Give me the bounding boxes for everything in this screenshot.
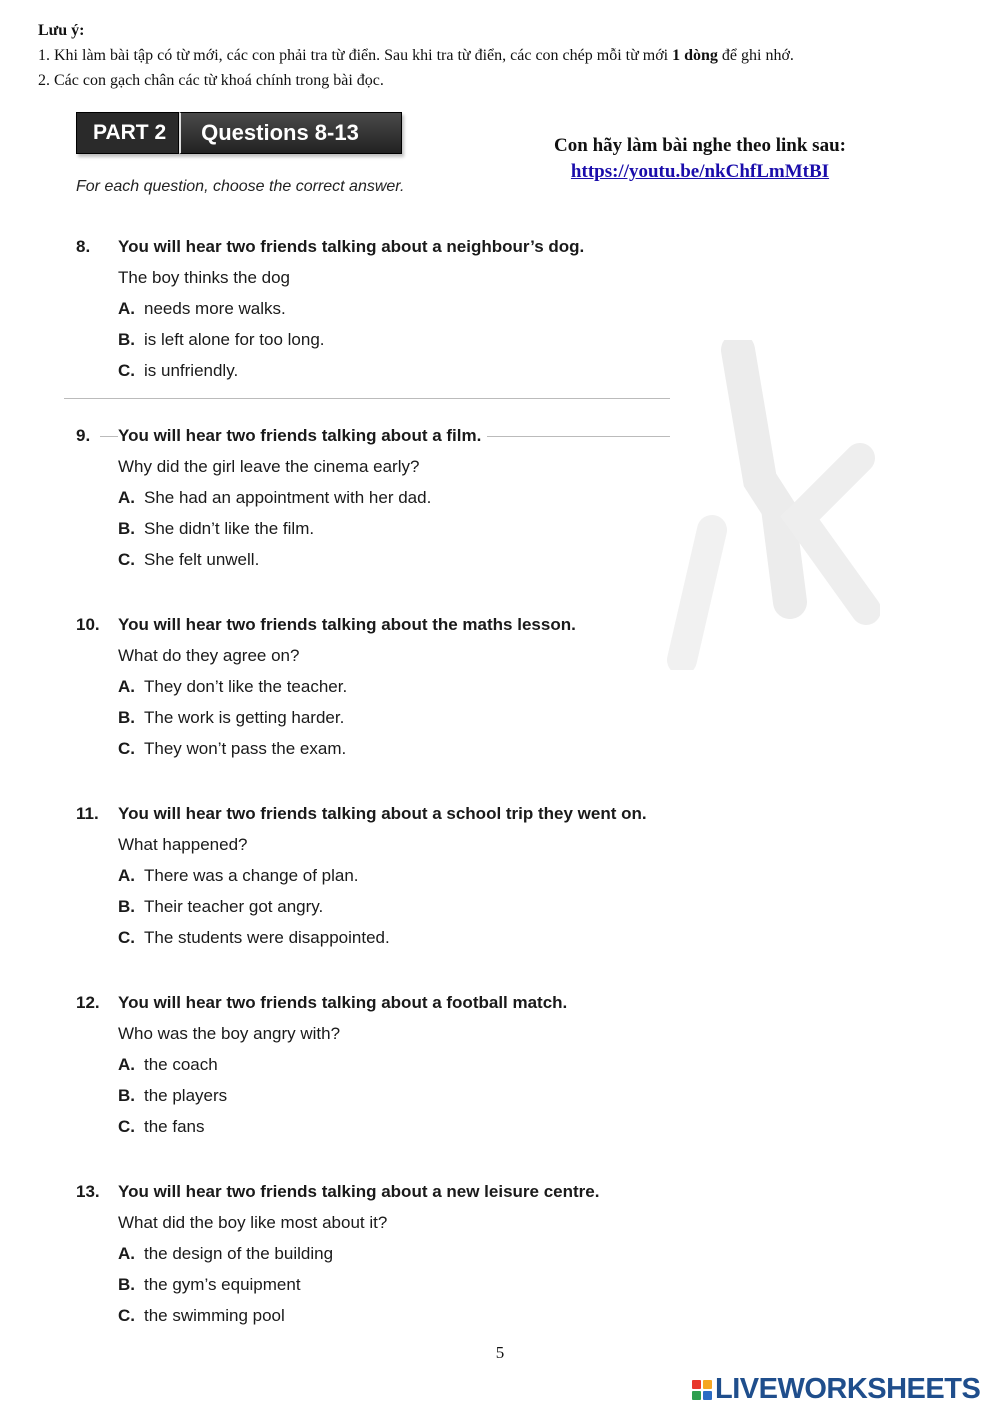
option-text: the fans [144, 1117, 205, 1136]
option-c[interactable] [118, 1305, 599, 1326]
option-text: Their teacher got angry. [144, 897, 324, 916]
listening-link-box [530, 133, 870, 185]
option-b[interactable] [118, 707, 576, 728]
option-letter: C. [118, 1117, 135, 1136]
option-letter: A. [118, 1244, 135, 1263]
question-9 [76, 426, 487, 570]
option-letter: A. [118, 488, 135, 507]
option-text: They don’t like the teacher. [144, 677, 348, 696]
part-banner [76, 112, 402, 154]
option-a[interactable] [118, 1243, 599, 1264]
option-b[interactable] [118, 896, 647, 917]
option-text: She felt unwell. [144, 550, 260, 569]
option-text: the swimming pool [144, 1306, 285, 1325]
option-text: the design of the building [144, 1244, 334, 1263]
option-c[interactable] [118, 1116, 567, 1137]
questions-range-label: Questions 8-13 [179, 112, 402, 154]
instruction-text: For each question, choose the correct answer. [76, 178, 405, 195]
option-letter: B. [118, 1275, 135, 1294]
question-11 [76, 804, 647, 948]
logo-square-red [692, 1380, 701, 1389]
question-title: You will hear two friends talking about a football match. [118, 993, 568, 1012]
question-stem: Why did the girl leave the cinema early? [118, 457, 420, 476]
note-block [38, 18, 794, 93]
option-a[interactable] [118, 298, 584, 319]
question-number: 8. [76, 237, 91, 256]
question-header [76, 615, 576, 635]
listening-text: Con hãy làm bài nghe theo link sau: [554, 135, 846, 156]
question-8 [76, 237, 584, 381]
option-letter: C. [118, 1306, 135, 1325]
question-number: 11. [76, 804, 99, 823]
question-stem: The boy thinks the dog [118, 268, 291, 287]
option-letter: B. [118, 708, 135, 727]
question-stem: What did the boy like most about it? [118, 1213, 388, 1232]
option-text: the gym’s equipment [144, 1275, 301, 1294]
question-title: You will hear two friends talking about a film. [118, 426, 487, 446]
page-number: 5 [495, 1343, 505, 1362]
question-title: You will hear two friends talking about a neighbour’s dog. [118, 237, 585, 256]
question-title: You will hear two friends talking about the maths lesson. [118, 615, 576, 634]
logo-text: LIVEWORKSHEETS [715, 1373, 981, 1405]
option-text: is unfriendly. [144, 361, 239, 380]
question-stem: What happened? [118, 835, 248, 854]
youtube-link[interactable]: https://youtu.be/nkChfLmMtBI [570, 161, 830, 182]
question-title: You will hear two friends talking about a school trip they went on. [118, 804, 647, 823]
option-letter: A. [118, 866, 135, 885]
question-header [76, 426, 487, 446]
option-letter: C. [118, 739, 135, 758]
question-title: You will hear two friends talking about a new leisure centre. [118, 1182, 600, 1201]
option-letter: B. [118, 897, 135, 916]
option-c[interactable] [118, 738, 576, 759]
option-letter: B. [118, 519, 135, 538]
option-text: the players [144, 1086, 228, 1105]
note-line-1-bold: 1 dòng [672, 47, 718, 64]
note-line-1 [38, 43, 794, 68]
option-a[interactable] [118, 487, 487, 508]
note-line-1-post: để ghi nhớ. [717, 47, 794, 64]
question-stem: What do they agree on? [118, 646, 300, 665]
option-text: The work is getting harder. [144, 708, 345, 727]
option-c[interactable] [118, 360, 584, 381]
watermark-graphic [660, 340, 880, 670]
question-stem: Who was the boy angry with? [118, 1024, 341, 1043]
option-text: needs more walks. [144, 299, 286, 318]
option-a[interactable] [118, 865, 647, 886]
option-letter: B. [118, 1086, 135, 1105]
part-label: PART 2 [76, 112, 179, 154]
question-10 [76, 615, 576, 759]
option-text: There was a change of plan. [144, 866, 359, 885]
option-letter: C. [118, 928, 135, 947]
question-number: 12. [76, 993, 100, 1012]
logo-square-orange [703, 1380, 712, 1389]
option-c[interactable] [118, 927, 647, 948]
question-13 [76, 1182, 599, 1326]
question-number: 10. [76, 615, 100, 634]
option-text: is left alone for too long. [144, 330, 325, 349]
option-b[interactable] [118, 1274, 599, 1295]
option-letter: A. [118, 1055, 135, 1074]
option-text: The students were disappointed. [144, 928, 390, 947]
option-c[interactable] [118, 549, 487, 570]
option-a[interactable] [118, 1054, 567, 1075]
option-letter: A. [118, 299, 135, 318]
question-12 [76, 993, 567, 1137]
option-text: She had an appointment with her dad. [144, 488, 432, 507]
option-letter: C. [118, 550, 135, 569]
option-b[interactable] [118, 1085, 567, 1106]
question-header [76, 804, 647, 824]
logo-square-green [692, 1391, 701, 1400]
option-text: They won’t pass the exam. [144, 739, 347, 758]
question-number: 13. [76, 1182, 100, 1201]
note-line-2: 2. Các con gạch chân các từ khoá chính trong bài đọc. [38, 72, 384, 89]
note-line-1-pre: 1. Khi làm bài tập có từ mới, các con phải tra từ điển. Sau khi tra từ điển, các con chép mỗi từ mới [38, 47, 673, 64]
logo-grid-icon [692, 1380, 712, 1400]
question-header [76, 237, 584, 257]
option-letter: B. [118, 330, 135, 349]
divider-line [64, 398, 670, 399]
question-header [76, 1182, 599, 1202]
option-b[interactable] [118, 329, 584, 350]
note-title: Lưu ý: [38, 22, 85, 39]
option-letter: C. [118, 361, 135, 380]
question-number: 9. [76, 426, 91, 445]
option-b[interactable] [118, 518, 487, 539]
option-a[interactable] [118, 676, 576, 697]
option-letter: A. [118, 677, 135, 696]
liveworksheets-logo [692, 1373, 980, 1406]
question-header [76, 993, 567, 1013]
logo-square-blue [703, 1391, 712, 1400]
option-text: the coach [144, 1055, 218, 1074]
option-text: She didn’t like the film. [144, 519, 315, 538]
